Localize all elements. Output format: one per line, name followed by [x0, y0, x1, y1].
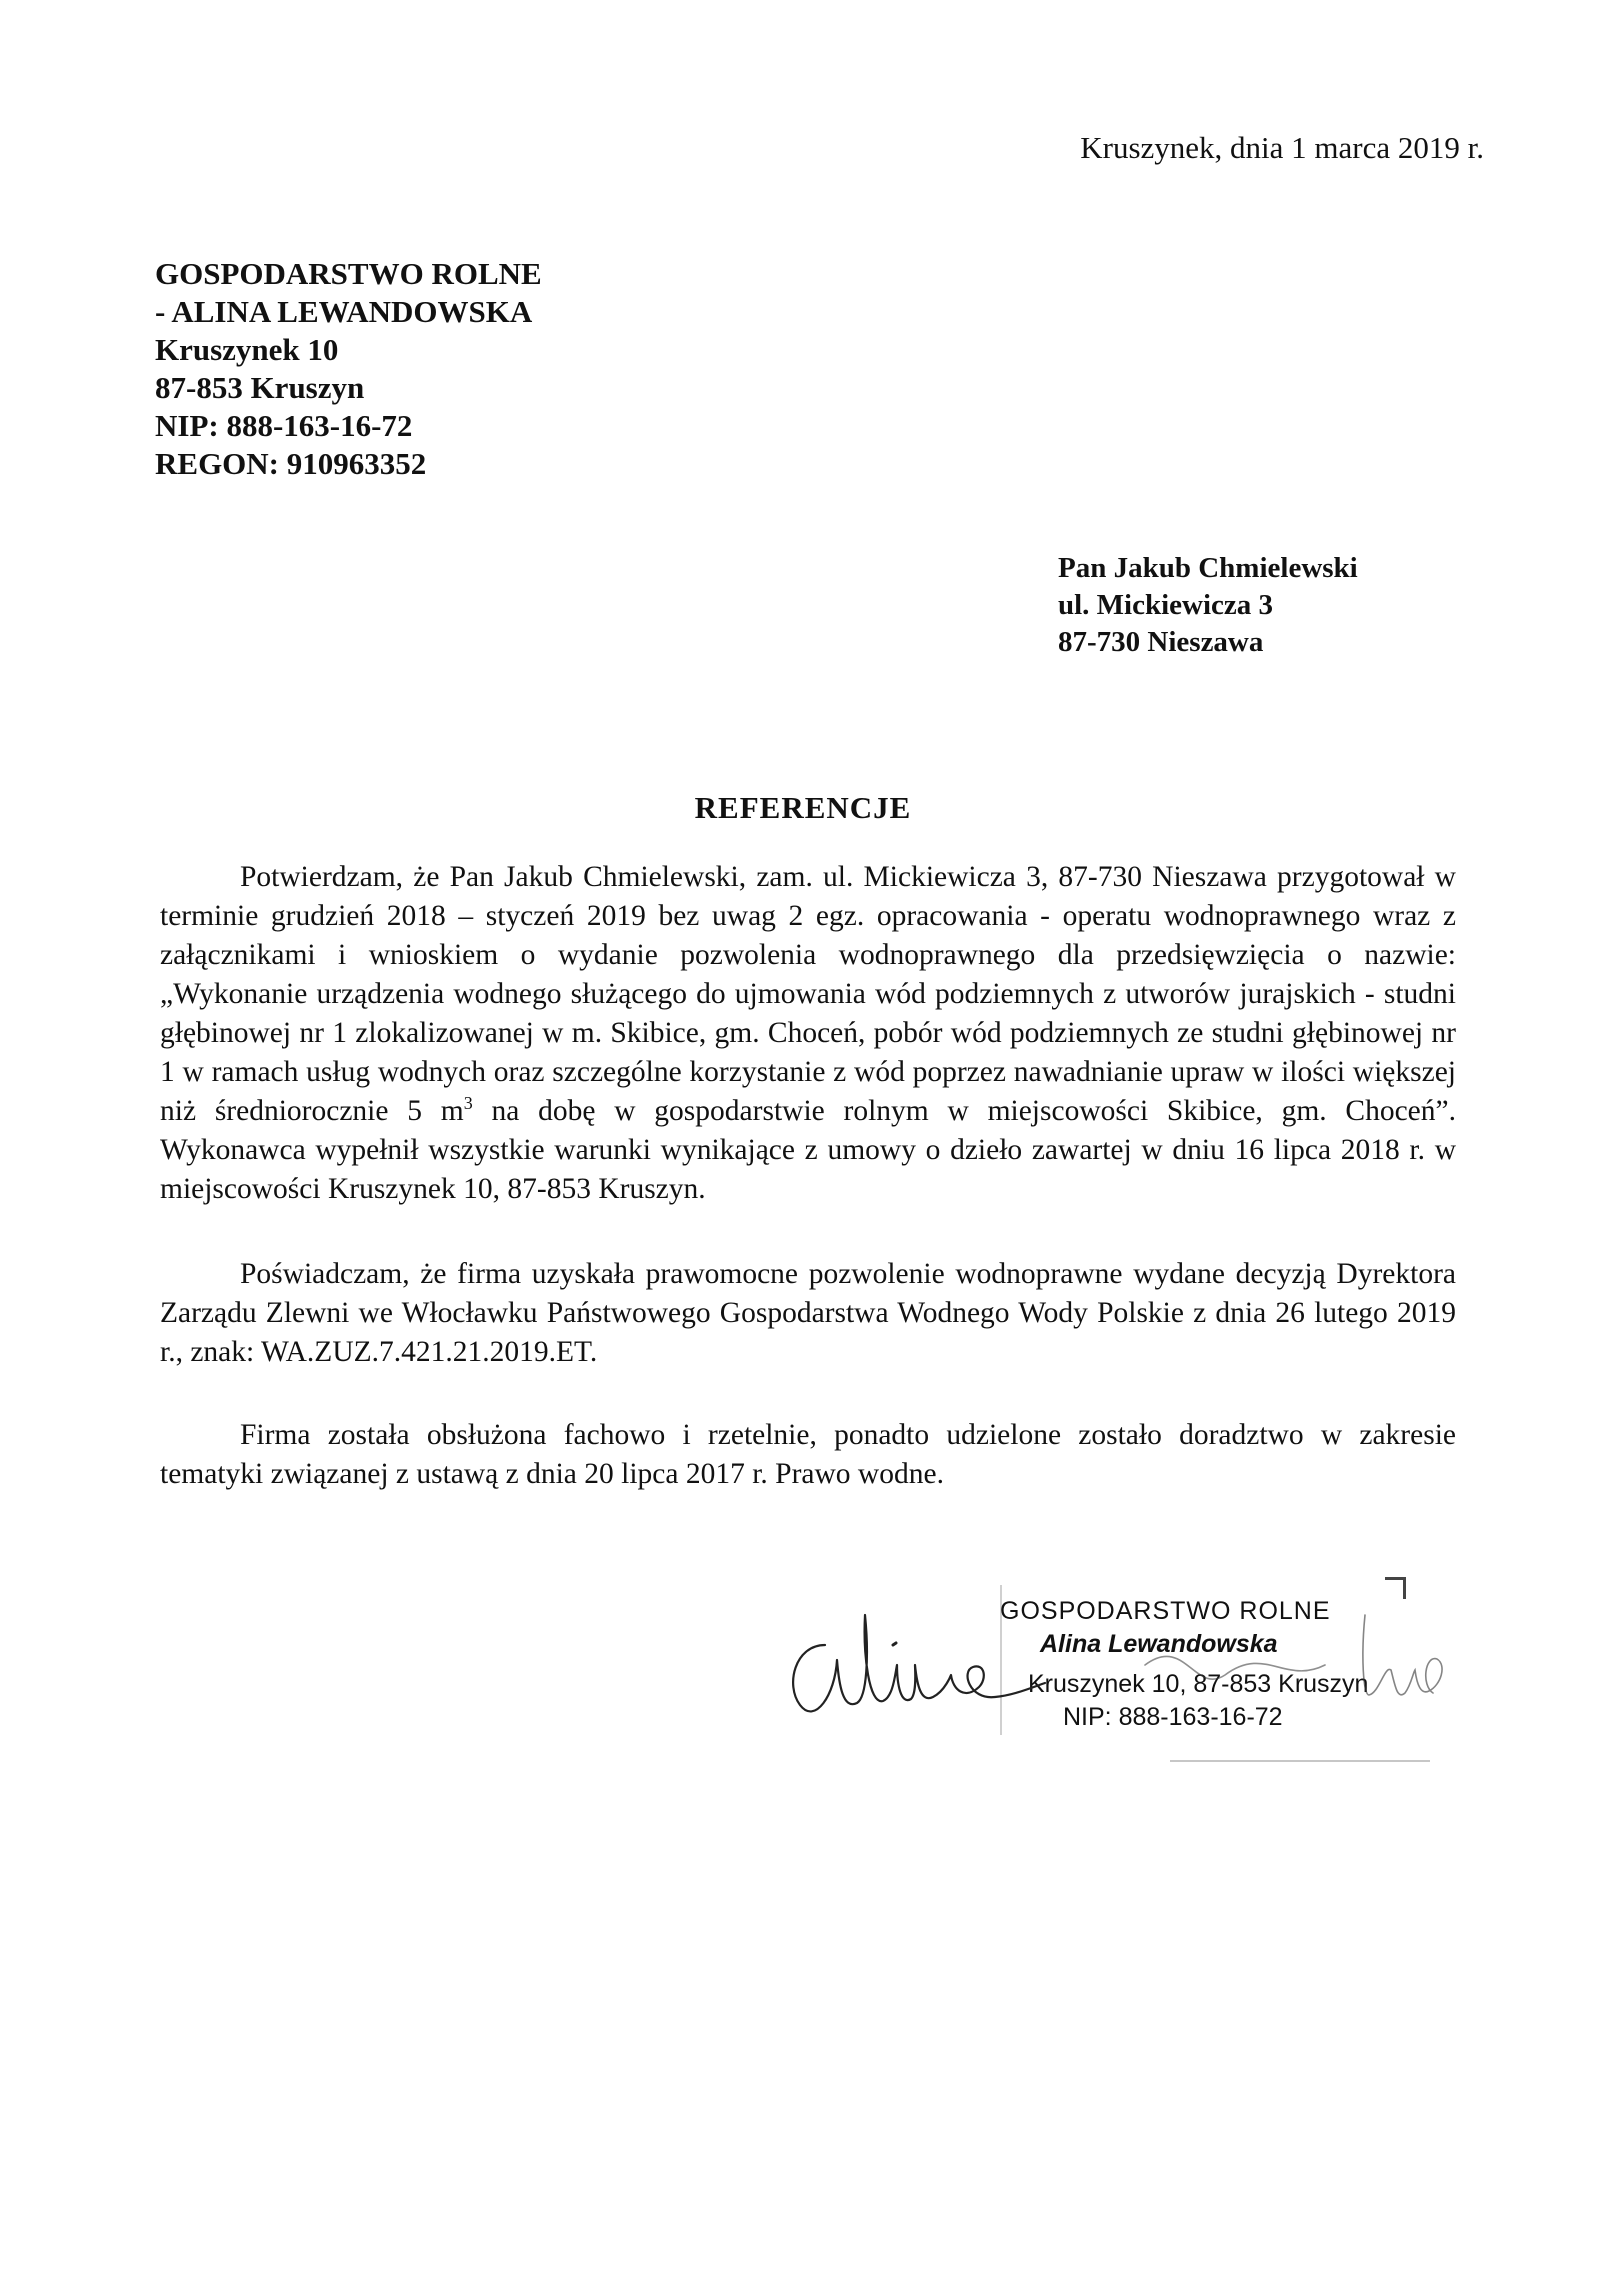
sender-line: NIP: 888-163-16-72 [155, 408, 413, 443]
stamp-border-mark [1170, 1760, 1430, 1762]
recipient-line: Pan Jakub Chmielewski [1058, 552, 1358, 584]
paragraph-text: Potwierdzam, że Pan Jakub Chmielewski, zam. ul. Mickiewicza 3, 87-730 Nieszawa przygotował w terminie grudzień 2018 – styczeń 2019 bez uwag 2 egz. opracowania - operatu wodnoprawnego wraz z załącznikami i wnioskiem o wydanie pozwolenia wodnoprawnego dla przedsięwzięcia o nazwie: „Wykonanie urządzenia wodnego służącego do ujmowania wód podziemnych z utworów jurajskich - studni głębinowej nr 1 zlokalizowanej w m. Skibice, gm. Choceń, pobór wód podziemnych ze studni głębinowej nr 1 w ramach usług wodnych oraz szczególne korzystanie z wód poprzez nawadnianie upraw w ilości większej niż średniorocznie 5 m [160, 861, 1456, 1127]
paragraph-1 [160, 858, 1456, 1209]
date-line: Kruszynek, dnia 1 marca 2019 r. [1080, 130, 1484, 165]
stamp-line: Kruszynek 10, 87-853 Kruszyn [1028, 1670, 1369, 1698]
handwritten-signature [765, 1575, 1465, 1745]
paragraph-3: Firma została obsłużona fachowo i rzetelnie, ponadto udzielone zostało doradztwo w zakresie tematyki związanej z ustawą z dnia 20 lipca 2017 r. Prawo wodne. [160, 1419, 1456, 1490]
paragraph-2: Poświadczam, że firma uzyskała prawomocne pozwolenie wodnoprawne wydane decyzją Dyrektora Zarządu Zlewni we Włocławku Państwowego Gospodarstwa Wodnego Wody Polskie z dnia 26 lutego 2019 r., znak: WA.ZUZ.7.421.21.2019.ET. [160, 1258, 1456, 1368]
stamp-line: GOSPODARSTWO ROLNE [1000, 1597, 1331, 1625]
recipient-line: ul. Mickiewicza 3 [1058, 589, 1274, 621]
recipient-block [1058, 550, 1358, 661]
superscript: 3 [463, 1093, 473, 1114]
sender-line: 87-853 Kruszyn [155, 370, 365, 405]
document-title: REFERENCJE [694, 790, 912, 825]
stamp-line: NIP: 888-163-16-72 [1063, 1703, 1283, 1731]
sender-line: REGON: 910963352 [155, 446, 427, 481]
sender-line: Kruszynek 10 [155, 332, 339, 367]
sender-line: - ALINA LEWANDOWSKA [155, 294, 533, 329]
recipient-line: 87-730 Nieszawa [1058, 626, 1264, 658]
sender-block [155, 255, 542, 483]
paragraph-text: na dobę w gospodarstwie rolnym w miejscowości Skibice, gm. Choceń”. Wykonawca wypełnił wszystkie warunki wynikające z umowy o dzieło zawartej w dniu 16 lipca 2018 r. w miejscowości Kruszynek 10, 87-853 Kruszyn. [160, 1095, 1456, 1205]
sender-line: GOSPODARSTWO ROLNE [155, 256, 542, 291]
stamp-line: Alina Lewandowska [1040, 1630, 1278, 1658]
